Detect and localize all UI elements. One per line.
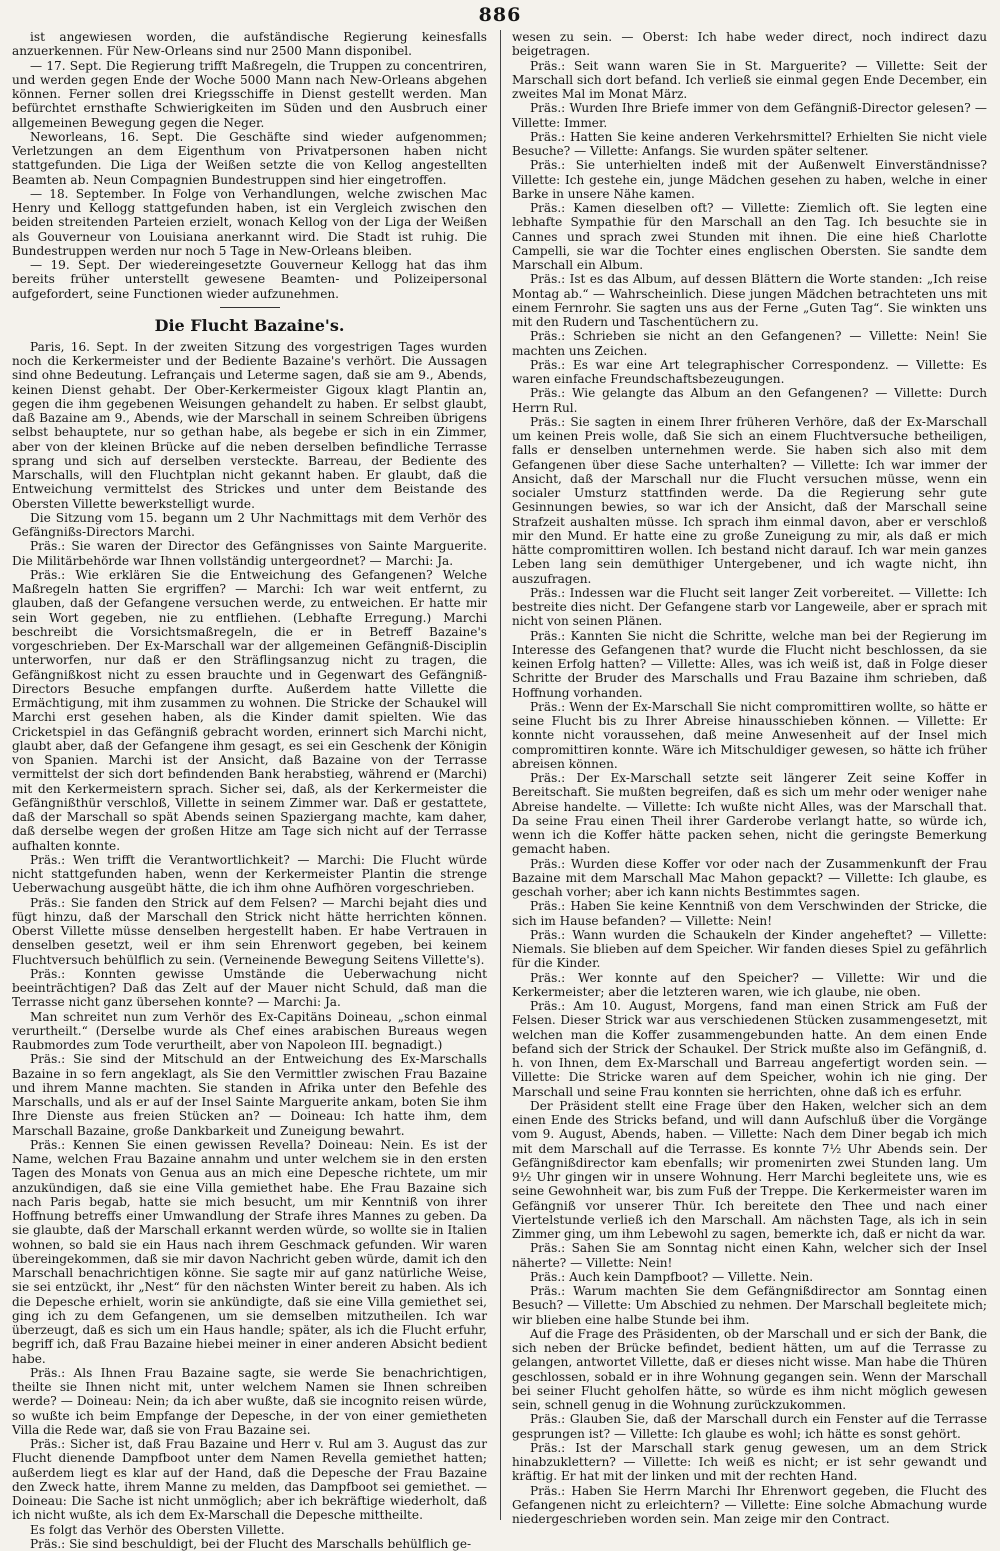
- article-paragraph: Präs.: Sahen Sie am Sonntag nicht einen Kahn, welcher sich der Insel näherte? — Villette: Nein!: [512, 1241, 987, 1270]
- article-paragraph: Präs.: Ist der Marschall stark genug gewesen, um an dem Strick hinabzuklettern? — Villette: Ich weiß es nicht; er ist sehr gewandt und kräftig. Er hat mit der linken und mit der rechten Hand.: [512, 1440, 987, 1484]
- page-number: 886: [478, 4, 522, 26]
- article-paragraph: Präs.: Wurden Ihre Briefe immer von dem Gefängniß-Director gelesen? — Villette: Immer.: [512, 101, 987, 130]
- news-paragraph: — 17. Sept. Die Regierung trifft Maßregeln, die Truppen zu concentriren, und werden gegen Ende der Woche 5000 Mann nach New-Orleans abgehen können. Ferner sollen drei Kriegsschiffe in Dienst gestellt werden. Man befürchtet ernsthafte Schwierigkeiten im Süden und den Ausbruch einer allgemeinen Bewegung gegen die Neger.: [12, 58, 487, 130]
- article-paragraph: Man schreitet nun zum Verhör des Ex-Capitäns Doineau, „schon einmal verurtheilt.“ (Derselbe wurde als Chef eines arabischen Bureaus wegen Raubmordes zum Tode verurtheilt, aber von Napoleon III. begnadigt.): [12, 1009, 487, 1052]
- news-paragraph: ist angewiesen worden, die aufständische Regierung keinesfalls anzuerkennen. Für New-Orleans sind nur 2500 Mann disponibel.: [12, 30, 487, 59]
- article-paragraph: Präs.: Kannten Sie nicht die Schritte, welche man bei der Regierung im Interesse des Gefangenen that? wurde die Flucht nicht beschlossen, da sie keinen Erfolg hatten? — Villette: Alles, was ich weiß ist, daß in Folge dieser Schritte der Bruder des Marschalls und Frau Bazaine ihm schrieben, daß Hoffnung vorhanden.: [512, 628, 987, 700]
- article-paragraph: Präs.: Hatten Sie keine anderen Verkehrsmittel? Erhielten Sie nicht viele Besuche? — Villette: Anfangs. Sie wurden später seltener.: [512, 129, 987, 158]
- article-paragraph: Präs.: Sie sind beschuldigt, bei der Flucht des Marschalls behülflich ge-: [30, 1536, 472, 1551]
- article-paragraph: Es folgt das Verhör des Obersten Villette.: [30, 1522, 285, 1537]
- article-paragraph: Präs.: Wen trifft die Verantwortlichkeit? — Marchi: Die Flucht würde nicht stattgefunden haben, wenn der Kerkermeister Plantin die strenge Ueberwachung ausgeübt hätte, die ich ihm ohne Aufhören vorgeschrieben.: [12, 852, 487, 896]
- article-paragraph: Die Sitzung vom 15. begann um 2 Uhr Nachmittags mit dem Verhör des Gefängnißs-Directors Marchi.: [12, 510, 487, 539]
- left-column: [12, 30, 487, 1551]
- article-paragraph: Präs.: Konnten gewisse Umstände die Ueberwachung nicht beeinträchtigen? Daß das Zelt auf der Mauer nicht Schuld, daß man die Terrasse nicht ganz übersehen konnte? — Marchi: Ja.: [12, 966, 487, 1010]
- article-paragraph: Präs.: Wer konnte auf den Speicher? — Villette: Wir und die Kerkermeister; aber die letzteren waren, wie ich glaube, nie oben.: [512, 970, 987, 999]
- article-paragraph: Präs.: Sie waren der Director des Gefängnisses von Sainte Marguerite. Die Militärbehörde war Ihnen vollständig untergeordnet? — Marchi: Ja.: [12, 539, 487, 568]
- article-paragraph: Präs.: Glauben Sie, daß der Marschall durch ein Fenster auf die Terrasse gesprungen ist? — Villette: Ich glaube es wohl; ich hätte es sonst gehört.: [512, 1412, 987, 1441]
- article-paragraph: Präs.: Haben Sie Herrn Marchi Ihr Ehrenwort gegeben, die Flucht des Gefangenen nicht zu erleichtern? — Villette: Eine solche Abmachung wurde niedergeschrieben worden sein. Man zeige mir den Contract.: [512, 1483, 987, 1526]
- article-paragraph: wesen zu sein. — Oberst: Ich habe weder direct, noch indirect dazu beigetragen.: [512, 30, 987, 59]
- news-section: [12, 30, 487, 301]
- column-divider: [500, 30, 501, 1520]
- article-paragraph: Präs.: Kamen dieselben oft? — Villette: Ziemlich oft. Sie legten eine lebhafte Sympathie für den Marschall an den Tag. Ich besuchte sie in Cannes und sprach zwei Stunden mit ihnen. Die eine hieß Charlotte Campelli, sie war die Tochter eines englischen Obersten. Sie sandte dem Marschall ein Album.: [512, 201, 987, 272]
- article-paragraph: Präs.: Kennen Sie einen gewissen Revella? Doineau: Nein. Es ist der Name, welchen Frau Bazaine annahm und unter welchem sie in den ersten Tagen des Monats von Genua aus an mich eine Depesche richtete, um mir anzukündigen, daß sie eine Villa gemiethet habe. Ehe Frau Bazaine sich nach Paris begab, hatte sie mich besucht, um mir Kenntniß von ihrer Hoffnung betreffs einer Umwandlung der Strafe ihres Mannes zu geben. Da sie glaubte, daß der Marschall erkannt werden würde, so wollte sie in Italien wohnen, so bald sie ein Haus nach ihrem Geschmack gefunden. Wir waren übereingekommen, daß sie mir davon Nachricht geben würde, damit ich den Marschall benachrichtigen könne. Sie sagte mir auf ganz natürliche Weise, sie sei entzückt, ihr „Nest“ für den nächsten Winter bereit zu haben. Als ich die Depesche erhielt, worin sie ankündigte, daß sie eine Villa gemiethet sei, ging ich zu dem Gefangenen, um sie demselben mitzutheilen. Ich war überzeugt, daß es sich um ein Haus handle; später, als ich die Flucht erfuhr, begriff ich, daß Frau Bazaine hiebei meiner in einer anderen Absicht bedient habe.: [12, 1137, 487, 1366]
- news-paragraph: — 19. Sept. Der wiedereingesetzte Gouverneur Kellogg hat das ihm bereits früher unterstellt gewesene Beamten- und Polizeipersonal aufgefordert, seine Functionen wieder aufzunehmen.: [12, 258, 487, 301]
- article-paragraph: Präs.: Wie erklären Sie die Entweichung des Gefangenen? Welche Maßregeln hatten Sie ergriffen? — Marchi: Ich war weit entfernt, zu glauben, daß der Gefangene versuchen werde, zu entweichen. Er hatte mir sein Wort gegeben, nie zu entfliehen. (Lebhafte Erregung.) Marchi beschreibt die Vorsichtsmaßregeln, die er in Betreff Bazaine's vorgeschrieben. Der Ex-Marschall war der allgemeinen Gefängniß-Disciplin unterworfen, nur daß er den Sträflingsanzug nicht zu tragen, die Gefängnißkost nicht zu essen brauchte und in Gegenwart des Gefängniß-Directors Besuche empfangen durfte. Außerdem hatte Villette die Ermächtigung, mit ihm zusammen zu wohnen. Die Stricke der Schaukel will Marchi erst gesehen haben, als die Kinder damit spielten. Wie das Cricketspiel in das Gefängniß gebracht worden, erinnert sich Marchi nicht, glaubt aber, daß der Gefangene ihm gesagt, es sei ein Geschenk der Königin von Spanien. Marchi ist der Ansicht, daß Bazaine von der Terrasse vermittelst der sich dort befindenden Bank herabstieg, während er (Marchi) mit den Kerkermeistern sprach. Sicher sei, daß, als der Kerkermeister die Gefängnißthür verschloß, Villette in seinem Zimmer war. Daß er gestattete, daß der Marschall so spät Abends seinen Spaziergang machte, kam daher, daß derselbe wegen der großen Hitze am Tage sich nicht auf der Terrasse aufhalten konnte.: [12, 567, 487, 853]
- article-paragraph: Präs.: Wann wurden die Schaukeln der Kinder angeheftet? — Villette: Niemals. Sie blieben auf dem Speicher. Wir fanden dieses Spiel zu gefährlich für die Kinder.: [512, 927, 987, 971]
- article-paragraph: Präs.: Sicher ist, daß Frau Bazaine und Herr v. Rul am 3. August das zur Flucht dienende Dampfboot unter dem Namen Revella gemiethet hatten; außerdem liegt es klar auf der Hand, daß die Depesche der Frau Bazaine den Zweck hatte, ihrem Manne zu melden, das Dampfboot sei gemiethet. — Doineau: Die Sache ist nicht unmöglich; aber ich bekräftige wiederholt, daß ich nicht wußte, als ich dem Ex-Marschall die Depesche mittheilte.: [12, 1437, 487, 1523]
- article-paragraph: Präs.: Als Ihnen Frau Bazaine sagte, sie werde Sie benachrichtigen, theilte sie Ihnen nicht mit, unter welchem Namen sie Ihnen schreiben werde? — Doineau: Nein; da ich aber wußte, daß sie incognito reisen würde, so wußte ich beim Empfange der Depesche, in der von einer gemietheten Villa die Rede war, daß sie von Frau Bazaine sei.: [12, 1365, 487, 1437]
- article-paragraph: Präs.: Wurden diese Koffer vor oder nach der Zusammenkunft der Frau Bazaine mit dem Marschall Mac Mahon gepackt? — Villette: Ich glaube, es geschah vorher; aber ich kann nichts Bestimmtes sagen.: [512, 856, 987, 899]
- section-heading: Die Flucht Bazaine's.: [154, 315, 345, 335]
- article-paragraph: Präs.: Sie sind der Mitschuld an der Entweichung des Ex-Marschalls Bazaine in so fern angeklagt, als Sie den Vermittler zwischen Frau Bazaine und ihrem Manne machten. Sie standen in Afrika unter den Befehle des Marschalls, und als er auf der Insel Sainte Marguerite ankam, boten Sie ihm Ihre Dienste aus freien Stücken an? — Doineau: Ich hatte ihm, dem Marschall Bazaine, große Dankbarkeit und Zuneigung bewahrt.: [12, 1052, 487, 1138]
- news-paragraph: Neworleans, 16. Sept. Die Geschäfte sind wieder aufgenommen; Verletzungen an dem Eigenthum von Privatpersonen haben nicht stattgefunden. Die Liga der Weißen setzte die von Kellog angestellten Beamten ab. Neun Compagnien Bundestruppen sind hier eingetroffen.: [12, 129, 487, 187]
- article-paragraph: Präs.: Am 10. August, Morgens, fand man einen Strick am Fuß der Felsen. Dieser Strick war aus verschiedenen Stücken zusammengesetzt, mit welchen man die Koffer zusammengebunden hatte. An dem einen Ende befand sich der Strick der Schaukel. Der Strick mußte also im Gefängniß, d. h. von Ihnen, dem Ex-Marschall und Barreau angefertigt worden sein. — Villette: Die Stricke waren auf dem Speicher, wohin ich nie ging. Der Marschall und seine Frau konnten sie herrichten, ohne daß ich es erfuhr.: [512, 999, 987, 1099]
- right-column: [512, 30, 987, 1526]
- article-paragraph: Präs.: Seit wann waren Sie in St. Marguerite? — Villette: Seit der Marschall sich dort befand. Ich verließ sie einmal gegen Ende December, ein zweites Mal im Monat März.: [512, 58, 987, 101]
- article-paragraph: Präs.: Ist es das Album, auf dessen Blättern die Worte standen: „Ich reise Montag ab.“ — Wahrscheinlich. Diese jungen Mädchen betrachteten uns mit einem Fernrohr. Sie sagten uns aus der Ferne „Guten Tag“. Sie winkten uns mit den Rudern und Taschentüchern zu.: [512, 272, 987, 329]
- article-paragraph: Präs.: Wenn der Ex-Marschall Sie nicht compromittiren wollte, so hätte er seine Flucht bis zu Ihrer Abreise hinausschieben können. — Villette: Er konnte nicht voraussehen, daß meine Anwesenheit auf der Insel mich compromittiren konnte. Wäre ich Mitschuldiger gewesen, so hätte ich früher abreisen können.: [512, 699, 987, 771]
- article-paragraph: Präs.: Wie gelangte das Album an den Gefangenen? — Villette: Durch Herrn Rul.: [512, 386, 987, 415]
- article-paragraph: Präs.: Warum machten Sie dem Gefängnißdirector am Sonntag einen Besuch? — Villette: Um Abschied zu nehmen. Der Marschall begleitete mich; wir blieben eine halbe Stunde bei ihm.: [512, 1284, 987, 1327]
- news-paragraph: — 18. September. In Folge von Verhandlungen, welche zwischen Mac Henry und Kellogg stattgefunden haben, ist ein Vergleich zwischen den beiden streitenden Parteien erzielt, wonach Kellog von der Liga der Weißen als Gouverneur von Louisiana anerkannt wird. Die Stadt ist ruhig. Die Bundestruppen werden nur noch 5 Tage in New-Orleans bleiben.: [12, 186, 487, 258]
- article-paragraph: Präs.: Sie unterhielten indeß mit der Außenwelt Einverständnisse? Villette: Ich gestehe ein, junge Mädchen gesehen zu haben, welche in einer Barke in unsere Nähe kamen.: [512, 158, 987, 201]
- article-paragraph: Der Präsident stellt eine Frage über den Haken, welcher sich an dem einen Ende des Stricks befand, und will dann Aufschluß über die Vorgänge vom 9. August, Abends, haben. — Villette: Nach dem Diner begab ich mich mit dem Marschall auf die Terrasse. Es konnte 7½ Uhr Abends sein. Der Gefängnißdirector kam ebenfalls; wir promenirten zwei Stunden lang. Um 9½ Uhr gingen wir in unsere Wohnung. Herr Marchi begleitete uns, wie es seine Gewohnheit war, bis zum Fuß der Treppe. Die Kerkermeister waren im Gefängniß vor unserer Thür. Ich bereitete den Thee und nach einer Viertelstunde verließ ich den Marschall. Am nächsten Tage, als ich in sein Zimmer ging, um ihm Lebewohl zu sagen, bemerkte ich, daß er nicht da war.: [512, 1098, 987, 1241]
- article-paragraph: Präs.: Sie sagten in einem Ihrer früheren Verhöre, daß der Ex-Marschall um keinen Preis wolle, daß Sie sich an einem Fluchtversuche betheiligen, falls er denselben unternehmen werde. Sie haben sich also mit dem Gefangenen über diese Sache unterhalten? — Villette: Ich war immer der Ansicht, daß der Marschall nur die Flucht versuchen müsse, wenn ein socialer Umsturz stattfinden werde. Da die Regierung sehr gute Gesinnungen bewies, so war ich der Ansicht, daß der Marschall seine Strafzeit aushalten müsse. Ich sprach ihm einmal davon, aber er verschloß mir den Mund. Er hatte eine zu große Zuneigung zu mir, als daß er mich hätte compromittiren wollen. Ich bestand nicht darauf. Ich war mein ganzes Leben lang sein demüthiger Untergebener, und ich wagte nicht, ihn auszufragen.: [512, 414, 987, 586]
- article-paragraph: Präs.: Der Ex-Marschall setzte seit längerer Zeit seine Koffer in Bereitschaft. Sie mußten begreifen, daß es sich um mehr oder weniger nahe Abreise handelte. — Villette: Ich wußte nicht Alles, was der Marschall that. Da seine Frau einen Theil ihrer Garderobe verlangt hatte, so würde ich, wenn ich die Koffer hätte packen sehen, nicht die geringste Bemerkung gemacht haben.: [512, 771, 987, 857]
- article-paragraph: Präs.: Es war eine Art telegraphischer Correspondenz. — Villette: Es waren einfache Freundschaftsbezeugungen.: [512, 357, 987, 386]
- article-paragraph: Paris, 16. Sept. In der zweiten Sitzung des vorgestrigen Tages wurden noch die Kerkermeister und der Bediente Bazaine's verhört. Die Aussagen sind ohne Bedeutung. Lefrançais und Leterme sagen, daß sie am 9., Abends, keinen Dienst gehabt. Der Ober-Kerkermeister Gigoux klagt Plantin an, gegen die ihm gegebenen Weisungen gehandelt zu haben. Er selbst glaubt, daß Bazaine am 9., Abends, wie der Marschall in seinem Schreiben übrigens selbst behauptete, nur so gethan habe, als begebe er sich in ein Zimmer, aber von der kleinen Brücke auf die neben derselben befindliche Terrasse sprang und sich auf derselben versteckte. Barreau, der Bediente des Marschalls, will den Fluchtplan nicht gekannt haben. Er glaubt, daß die Entweichung vermittelst des Strickes und unter dem Beistande des Obersten Villette bewerkstelligt wurde.: [12, 339, 487, 511]
- section-divider: [220, 307, 280, 308]
- article-paragraph: Präs.: Haben Sie keine Kenntniß von dem Verschwinden der Stricke, die sich im Hause befanden? — Villette: Nein!: [512, 899, 987, 928]
- article-paragraph: Auf die Frage des Präsidenten, ob der Marschall und er sich der Bank, die sich neben der Brücke befindet, bedient hätten, um auf die Terrasse zu gelangen, antwortet Villette, daß er dieses nicht wisse. Man habe die Thüren geschlossen, sobald er in ihre Wohnung gegangen sein. Wenn der Marschall bei seiner Flucht geholfen hätte, so würde es ihm nicht möglich gewesen sein, schnell genug in die Wohnung zurückzukommen.: [512, 1326, 987, 1412]
- article-paragraph: Präs.: Indessen war die Flucht seit langer Zeit vorbereitet. — Villette: Ich bestreite dies nicht. Der Gefangene starb vor Langeweile, aber er sprach mit nicht von seinen Plänen.: [512, 585, 987, 629]
- article-paragraph: Präs.: Sie fanden den Strick auf dem Felsen? — Marchi bejaht dies und fügt hinzu, daß der Marschall den Strick nicht hätte herrichten können. Oberst Villette müsse denselben hergestellt haben. Er habe Vertrauen in denselben gesetzt, weil er ihm sein Ehrenwort gegeben, bei keinem Fluchtversuch behülflich zu sein. (Verneinende Bewegung Seitens Villette's).: [12, 895, 487, 967]
- article-paragraph: Präs.: Schrieben sie nicht an den Gefangenen? — Villette: Nein! Sie machten uns Zeichen.: [512, 329, 987, 358]
- article-body: [12, 340, 487, 1551]
- article-paragraph: Präs.: Auch kein Dampfboot? — Villette. Nein.: [530, 1269, 814, 1284]
